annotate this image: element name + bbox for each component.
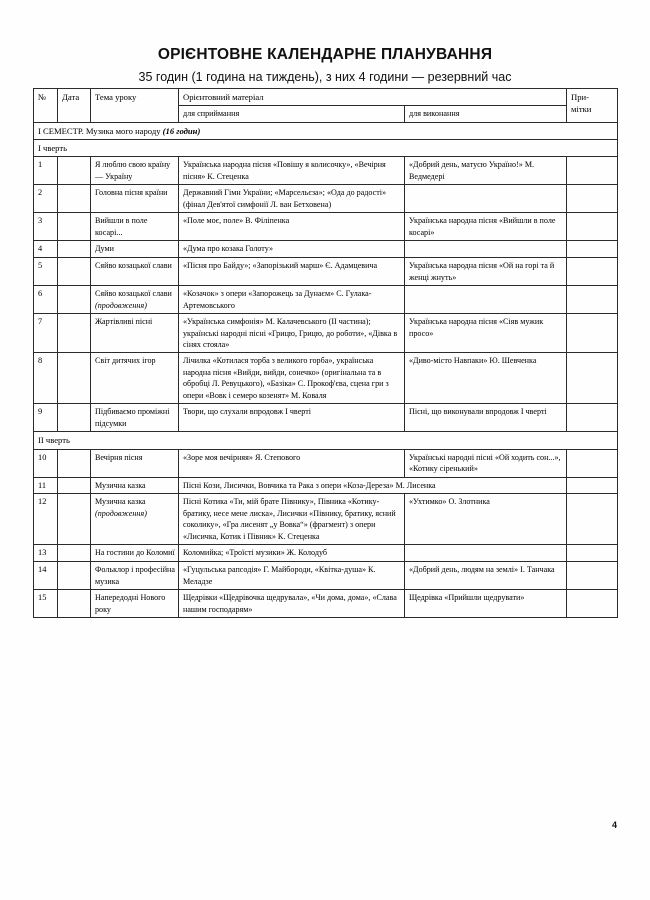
header-perception: для сприймання [179,106,405,123]
cell-perception: Щедрівки «Щедрівочка щедрувала», «Чи дома, дома», «Слава нашим господарям» [179,590,405,618]
semester-banner: І СЕМЕСТР. Музика мого народу (16 годин) [34,122,618,139]
cell-num: 10 [34,449,58,477]
cell-date[interactable] [58,314,91,353]
cell-num: 9 [34,404,58,432]
cell-perception: Державний Гімн України; «Марсельєза»; «Ода до радості» (фінал Дев'ятої симфонії Л. ван Бетховена) [179,185,405,213]
cell-theme: Вийшли в поле косарі... [91,213,179,241]
cell-theme: На гостини до Коломиї [91,545,179,562]
cell-perception: Українська народна пісня «Повішу я колисочку», «Вечірня пісня» К. Стеценка [179,157,405,185]
table-row [34,241,618,258]
cell-perception: «Козачок» з опери «Запорожець за Дунаєм» С. Гулака-Артемовського [179,286,405,314]
cell-theme: Музична казка [91,477,179,494]
cell-theme: Напередодні Нового року [91,590,179,618]
cell-performance: «Добрий день, людям на землі» І. Танчака [405,562,567,590]
cell-date[interactable] [58,157,91,185]
cell-theme: Головна пісня країни [91,185,179,213]
cell-performance: Пісні, що виконували впродовж І чверті [405,404,567,432]
cell-theme: Фольклор і професійна музика [91,562,179,590]
cell-performance: Щедрівка «Прийшли щедрувати» [405,590,567,618]
cell-num: 6 [34,286,58,314]
cell-perception: Пісні Котика «Ти, мій брате Півнику», Півника «Котику-братику, несе мене лиска», Лисички «Півнику, братику, ясний соколику», «Гра лисенят „у Вовка“» (фрагмент) з опери «Лисичка, Котик і Півник» К. Стеценка [179,494,405,545]
cell-num: 1 [34,157,58,185]
cell-date[interactable] [58,590,91,618]
quarter-banner-1-row [34,140,618,157]
cell-notes[interactable] [567,185,618,213]
cell-date[interactable] [58,258,91,286]
cell-date[interactable] [58,353,91,404]
cell-date[interactable] [58,494,91,545]
cell-performance: Українська народна пісня «Ой на горі та й женці жнуть» [405,258,567,286]
cell-performance: «Ухтимко» О. Злотника [405,494,567,545]
cell-num: 3 [34,213,58,241]
table-row [34,353,618,404]
table-row [34,545,618,562]
cell-date[interactable] [58,562,91,590]
cell-theme: Сяйво козацької слави (продовження) [91,286,179,314]
table-row [34,157,618,185]
cell-perception: «Гуцульська рапсодія» Г. Майбороди, «Квітка-душа» К. Меладзе [179,562,405,590]
cell-notes[interactable] [567,286,618,314]
table-row [34,449,618,477]
cell-num: 11 [34,477,58,494]
cell-material-merged: Пісні Кози, Лисички, Вовчика та Рака з опери «Коза-Дереза» М. Лисенка [179,477,567,494]
cell-date[interactable] [58,477,91,494]
table-row [34,404,618,432]
cell-notes[interactable] [567,314,618,353]
cell-notes[interactable] [567,213,618,241]
header-num: № [34,89,58,123]
cell-performance [405,241,567,258]
table-row [34,258,618,286]
header-date: Дата [58,89,91,123]
table-row [34,590,618,618]
cell-performance [405,545,567,562]
cell-theme: Я люблю свою країну — Україну [91,157,179,185]
cell-theme: Світ дитячих ігор [91,353,179,404]
page-title: ОРІЄНТОВНЕ КАЛЕНДАРНЕ ПЛАНУВАННЯ [157,46,493,63]
cell-date[interactable] [58,213,91,241]
quarter-banner-1: І чверть [34,140,618,157]
cell-num: 13 [34,545,58,562]
cell-performance [405,185,567,213]
cell-notes[interactable] [567,353,618,404]
cell-theme: Сяйво козацької слави [91,258,179,286]
cell-perception: Твори, що слухали впродовж І чверті [179,404,405,432]
cell-performance: «Добрий день, матусю Україно!» М. Ведмедері [405,157,567,185]
table-row [34,562,618,590]
table-body [34,122,618,617]
table-row [34,213,618,241]
header-row-top [34,89,618,106]
cell-date[interactable] [58,286,91,314]
cell-num: 4 [34,241,58,258]
cell-num: 7 [34,314,58,353]
table-row [34,286,618,314]
cell-notes[interactable] [567,241,618,258]
cell-num: 8 [34,353,58,404]
cell-num: 15 [34,590,58,618]
semester-banner-row [34,122,618,139]
cell-date[interactable] [58,449,91,477]
cell-performance: Українські народні пісні «Ой ходить сон...», «Котику сіренький» [405,449,567,477]
quarter-banner-2-row [34,432,618,449]
cell-theme-continuation: (продовження) [95,508,147,518]
cell-perception: Коломийка; «Троїсті музики» Ж. Колодуб [179,545,405,562]
table-row [34,477,618,494]
cell-num: 12 [34,494,58,545]
cell-notes[interactable] [567,477,618,494]
cell-notes[interactable] [567,545,618,562]
cell-perception: «Дума про козака Голоту» [179,241,405,258]
cell-date[interactable] [58,404,91,432]
cell-performance: Українська народна пісня «Сіяв мужик просо» [405,314,567,353]
cell-notes[interactable] [567,449,618,477]
page-number: 4 [611,820,617,830]
cell-theme: Жартівливі пісні [91,314,179,353]
cell-perception: Лічилка «Котилася торба з великого горба», українська народна пісня «Вийди, вийди, сонечко» (оригінальна та в обробці Л. Ревуцького), «Базіка» С. Прокоф'єва, сцена гри з опери «Вовк і семеро козенят» М. Коваля [179,353,405,404]
cell-notes[interactable] [567,258,618,286]
cell-date[interactable] [58,241,91,258]
cell-perception: «Пісня про Байду»; «Запорізький марш» Є. Адамцевича [179,258,405,286]
cell-performance: Українська народна пісня «Вийшли в поле косарі» [405,213,567,241]
cell-perception: «Поле моє, поле» В. Філіпенка [179,213,405,241]
header-notes [567,89,618,123]
calendar-plan-table [33,88,618,618]
cell-notes[interactable] [567,157,618,185]
semester-hours: (16 годин) [162,125,201,136]
cell-date[interactable] [58,185,91,213]
cell-theme: Вечірня пісня [91,449,179,477]
table-header [34,89,618,123]
cell-perception: «Зоре моя вечірняя» Я. Степового [179,449,405,477]
cell-theme: Підбиваємо проміжні підсумки [91,404,179,432]
cell-theme: Музична казка (продовження) [91,494,179,545]
header-notes-line1: При- [571,92,589,102]
page-subtitle: 35 годин (1 година на тиждень), з них 4 години — резервний час [138,70,512,84]
table-row [34,314,618,353]
cell-performance [405,286,567,314]
header-material: Орієнтовний матеріал [179,89,567,106]
cell-num: 5 [34,258,58,286]
cell-notes[interactable] [567,404,618,432]
table-row [34,185,618,213]
header-performance: для виконання [405,106,567,123]
cell-notes[interactable] [567,562,618,590]
cell-notes[interactable] [567,494,618,545]
quarter-banner-2: ІІ чверть [34,432,618,449]
cell-theme-continuation: (продовження) [95,300,147,310]
header-notes-line2: мітки [571,104,592,115]
table-row [34,494,618,545]
cell-date[interactable] [58,545,91,562]
cell-perception: «Українська симфонія» М. Калачевського (ІІ частина); українські народні пісні «Грицю, Грицю, до роботи», «Дівка в сінях стояла» [179,314,405,353]
header-theme: Тема уроку [91,89,179,123]
cell-num: 14 [34,562,58,590]
cell-notes[interactable] [567,590,618,618]
cell-performance: «Диво-місто Навпаки» Ю. Шевченка [405,353,567,404]
cell-num: 2 [34,185,58,213]
cell-theme: Думи [91,241,179,258]
